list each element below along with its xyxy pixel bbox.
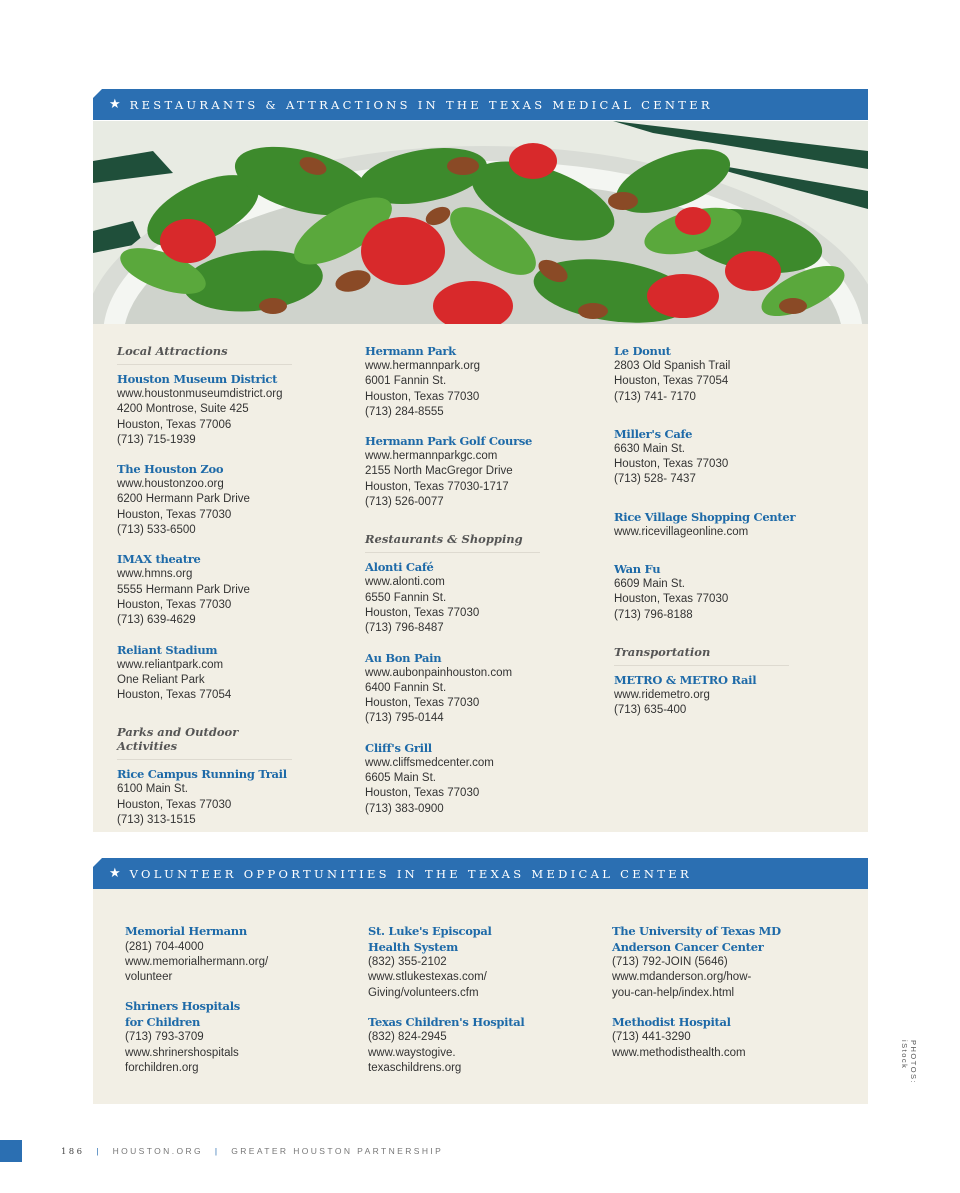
list-item: [612, 924, 852, 1001]
entry-website[interactable]: www.methodisthealth.com: [612, 1046, 746, 1059]
entry-city: Houston, Texas 77030: [365, 390, 480, 403]
entry-website[interactable]: www.hermannparkgc.com: [365, 450, 498, 463]
entry-phone: (713) 313-1515: [117, 814, 196, 827]
entry-phone: (713) 526-0077: [365, 496, 444, 509]
entry-name: Wan Fu: [614, 562, 661, 577]
entry-website-cont[interactable]: texaschildrens.org: [368, 1061, 462, 1074]
entry-phone: (713) 441-3290: [612, 1031, 691, 1044]
entry-city: Houston, Texas 77006: [117, 418, 232, 431]
star-icon: ★: [109, 97, 121, 112]
entry-phone: (713) 639-4629: [117, 614, 196, 627]
entry-phone: (713) 741- 7170: [614, 390, 696, 403]
footer-org: GREATER HOUSTON PARTNERSHIP: [231, 1146, 444, 1156]
entry-name: Hermann Park: [365, 344, 456, 358]
star-icon: ★: [109, 866, 121, 881]
entry-name: Houston Museum District: [117, 372, 278, 386]
entry-phone: (281) 704-4000: [125, 940, 204, 953]
list-item: [365, 434, 590, 510]
entry-address: One Reliant Park: [117, 673, 205, 686]
entry-city: Houston, Texas 77030: [614, 458, 729, 471]
entry-website[interactable]: www.ricevillageonline.com: [614, 525, 749, 538]
entry-website[interactable]: www.stlukestexas.com/: [368, 971, 487, 984]
entry-phone: (713) 795-0144: [365, 712, 444, 725]
entry-website[interactable]: www.aubonpainhouston.com: [365, 666, 513, 679]
entry-name: Rice Campus Running Trail: [117, 767, 287, 782]
photo-credit: PHOTOS: iStock: [900, 1040, 918, 1085]
list-item: [365, 344, 590, 420]
page-number: 186: [61, 1147, 85, 1157]
entry-phone: (713) 715-1939: [117, 433, 196, 446]
list-item: [117, 372, 342, 448]
entry-phone: (832) 824-2945: [368, 1031, 447, 1044]
entry-city: Houston, Texas 77030: [365, 606, 480, 619]
entry-name: The University of Texas MD: [612, 924, 781, 938]
volunteer-column-3: [612, 924, 852, 1075]
entry-website[interactable]: www.memorialhermann.org/: [125, 955, 269, 968]
list-item: [368, 924, 588, 1001]
entry-address: 5555 Hermann Park Drive: [117, 583, 250, 596]
entry-address: 2155 North MacGregor Drive: [365, 465, 513, 478]
entry-city: Houston, Texas 77030: [117, 598, 232, 611]
entry-name: IMAX theatre: [117, 552, 201, 567]
list-item: [614, 562, 844, 623]
entry-phone: (713) 284-8555: [365, 405, 444, 418]
entry-website[interactable]: www.cliffsmedcenter.com: [365, 756, 494, 769]
entry-website[interactable]: www.ridemetro.org: [614, 688, 710, 701]
entry-phone: (713) 792-JOIN (5646): [612, 956, 728, 968]
entry-website[interactable]: www.shrinershospitals: [125, 1046, 239, 1059]
banner-title: RESTAURANTS & ATTRACTIONS IN THE TEXAS MEDICAL CENTER: [129, 97, 713, 112]
entry-website[interactable]: www.reliantpark.com: [117, 658, 224, 671]
entry-website-cont[interactable]: Giving/volunteers.cfm: [368, 986, 479, 999]
entry-phone: (713) 533-6500: [117, 524, 196, 537]
entry-phone: (713) 635-400: [614, 704, 687, 717]
entry-name-cont: Anderson Cancer Center: [612, 939, 764, 954]
volunteer-column-1: [125, 924, 345, 1090]
entry-name: Au Bon Pain: [365, 650, 442, 665]
list-item: [365, 651, 590, 727]
entry-address: 6630 Main St.: [614, 442, 685, 455]
section-heading-restaurants: Restaurants & Shopping: [365, 532, 540, 553]
entry-name: Methodist Hospital: [612, 1014, 731, 1029]
entry-website[interactable]: www.houstonzoo.org: [117, 478, 224, 491]
entry-website[interactable]: www.hermannpark.org: [365, 360, 481, 372]
list-item: [365, 560, 590, 636]
entry-address: 6200 Hermann Park Drive: [117, 493, 250, 506]
volunteer-banner: [93, 858, 868, 889]
entry-name: Alonti Café: [365, 560, 434, 575]
entry-city: Houston, Texas 77030: [117, 508, 232, 521]
entry-website[interactable]: www.houstonmuseumdistrict.org: [117, 388, 283, 400]
entry-website-cont[interactable]: you-can-help/index.html: [612, 986, 735, 999]
entry-address: 6001 Fannin St.: [365, 375, 447, 388]
entry-address: 6609 Main St.: [614, 578, 685, 591]
entry-name-cont: Health System: [368, 939, 459, 954]
list-item: [614, 344, 844, 405]
salad-photo: [93, 121, 868, 324]
page-marker: [0, 1140, 22, 1162]
list-item: [614, 673, 844, 719]
entry-website[interactable]: www.alonti.com: [365, 576, 445, 589]
column-3: [614, 344, 844, 733]
entry-city: Houston, Texas 77054: [614, 375, 729, 388]
entry-phone: (713) 528- 7437: [614, 473, 696, 486]
entry-name: Memorial Hermann: [125, 924, 247, 938]
volunteer-panel: [93, 889, 868, 1104]
list-item: [117, 552, 342, 628]
entry-address: 6400 Fannin St.: [365, 681, 447, 694]
entry-name: Miller's Cafe: [614, 426, 693, 441]
list-item: [612, 1015, 852, 1061]
list-item: [614, 427, 844, 488]
entry-phone: (713) 796-8188: [614, 608, 693, 621]
list-item: [368, 1015, 588, 1076]
column-1: [117, 344, 342, 842]
footer-separator: |: [96, 1146, 101, 1156]
page-footer: [61, 1146, 443, 1157]
entry-name: Rice Village Shopping Center: [614, 509, 796, 524]
restaurants-banner: [93, 89, 868, 120]
entry-name: The Houston Zoo: [117, 462, 224, 477]
footer-site[interactable]: HOUSTON.ORG: [112, 1146, 204, 1156]
section-heading-local-attractions: Local Attractions: [117, 344, 292, 365]
entry-phone: (832) 355-2102: [368, 956, 447, 968]
entry-phone: (713) 383-0900: [365, 802, 444, 815]
entry-name: Hermann Park Golf Course: [365, 434, 533, 449]
entry-city: Houston, Texas 77030: [117, 798, 232, 811]
entry-name: Cliff's Grill: [365, 740, 432, 755]
entry-name: Texas Children's Hospital: [368, 1014, 525, 1029]
banner-title: VOLUNTEER OPPORTUNITIES IN THE TEXAS MEDICAL CENTER: [129, 866, 692, 881]
entry-name: Le Donut: [614, 344, 671, 358]
list-item: [117, 462, 342, 538]
list-item: [125, 999, 345, 1076]
entry-phone: (713) 793-3709: [125, 1031, 204, 1044]
entry-city: Houston, Texas 77030: [365, 697, 480, 710]
footer-separator: |: [214, 1146, 220, 1156]
entry-city: Houston, Texas 77030: [365, 787, 480, 800]
list-item: [365, 741, 590, 817]
entry-address: 6550 Fannin St.: [365, 591, 447, 604]
entry-name: St. Luke's Episcopal: [368, 924, 492, 938]
entry-address: 6605 Main St.: [365, 772, 436, 785]
section-heading-transportation: Transportation: [614, 645, 789, 666]
list-item: [117, 643, 342, 704]
column-2: [365, 344, 590, 831]
salad-illustration: [93, 121, 868, 324]
entry-website[interactable]: www.mdanderson.org/how-: [612, 971, 752, 984]
volunteer-column-2: [368, 924, 588, 1090]
entry-phone: (713) 796-8487: [365, 622, 444, 635]
entry-city: Houston, Texas 77030-1717: [365, 480, 509, 493]
attractions-panel: [93, 324, 868, 832]
list-item: [125, 924, 345, 985]
entry-city: Houston, Texas 77054: [117, 689, 232, 702]
entry-website[interactable]: www.waystogive.: [368, 1046, 456, 1059]
entry-address: 4200 Montrose, Suite 425: [117, 403, 249, 416]
entry-name: Shriners Hospitals: [125, 999, 240, 1014]
entry-name: Reliant Stadium: [117, 642, 218, 657]
entry-website[interactable]: www.hmns.org: [117, 568, 193, 581]
entry-address: 2803 Old Spanish Trail: [614, 360, 731, 372]
entry-website-cont[interactable]: forchildren.org: [125, 1061, 199, 1074]
list-item: [117, 767, 342, 828]
entry-name: METRO & METRO Rail: [614, 672, 757, 687]
entry-city: Houston, Texas 77030: [614, 593, 729, 606]
section-heading-parks: Parks and Outdoor Activities: [117, 725, 292, 760]
entry-name-cont: for Children: [125, 1014, 201, 1029]
list-item: [614, 510, 844, 540]
entry-website-cont[interactable]: volunteer: [125, 971, 173, 984]
entry-address: 6100 Main St.: [117, 783, 188, 796]
